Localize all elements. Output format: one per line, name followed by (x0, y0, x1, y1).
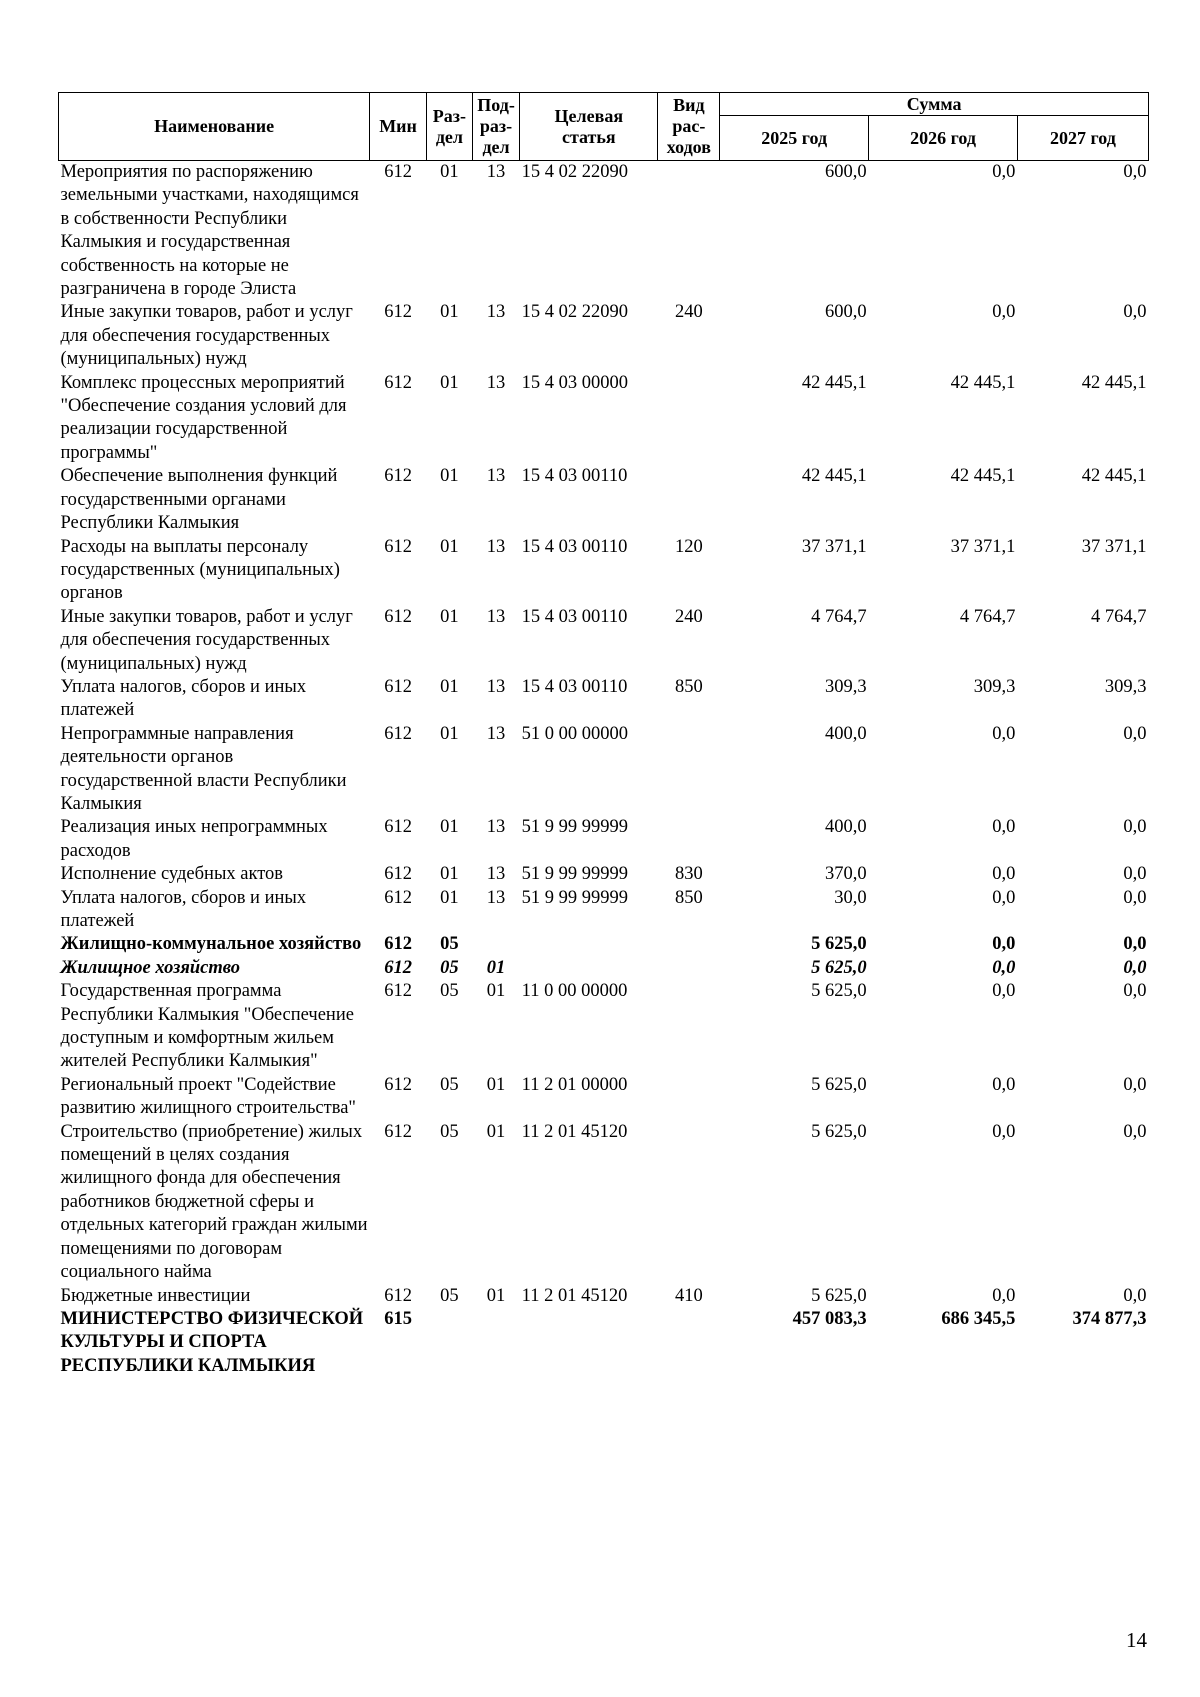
cell-podrazdel: 13 (486, 676, 506, 697)
cell-2025: 5 625,0 (811, 1074, 867, 1095)
cell-min: 612 (384, 1285, 412, 1306)
cell-razdel (426, 1308, 472, 1378)
cell-celevaya: 51 9 99 99999 (521, 864, 628, 885)
header-2026: 2026 год (869, 116, 1018, 161)
cell-2026: 0,0 (992, 1074, 1016, 1095)
cell-celevaya: 11 0 00 00000 (521, 981, 628, 1002)
cell-min: 612 (384, 864, 412, 885)
cell-min: 612 (384, 887, 412, 908)
header-razdel: Раз- дел (426, 93, 472, 161)
cell-razdel: 05 (440, 957, 459, 978)
cell-name: Бюджетные инвестиции (60, 1285, 251, 1306)
cell-razdel: 01 (440, 162, 459, 182)
table-body (59, 161, 1149, 1379)
table-row (59, 980, 1149, 1074)
cell-celevaya: 15 4 02 22090 (521, 302, 628, 323)
cell-vid (658, 723, 720, 817)
cell-min: 612 (384, 676, 412, 697)
cell-2025: 5 625,0 (811, 1121, 867, 1142)
cell-2026: 0,0 (992, 887, 1016, 908)
cell-name: Иные закупки товаров, работ и услуг для обеспечения государственных (муниципальных) нужд (60, 606, 353, 674)
cell-name: Исполнение судебных актов (60, 864, 284, 885)
cell-2026: 0,0 (992, 957, 1016, 978)
table-row (59, 933, 1149, 956)
table-row (59, 465, 1149, 535)
cell-celevaya: 51 9 99 99999 (521, 817, 628, 838)
cell-razdel: 01 (440, 723, 459, 744)
cell-razdel: 01 (440, 864, 459, 885)
cell-name: Уплата налогов, сборов и иных платежей (60, 887, 307, 931)
cell-2026: 0,0 (992, 723, 1016, 744)
cell-celevaya: 15 4 03 00110 (521, 466, 628, 487)
cell-2027: 0,0 (1123, 162, 1147, 182)
cell-2027: 0,0 (1123, 1285, 1147, 1306)
cell-razdel: 01 (440, 302, 459, 323)
cell-vid (658, 1308, 720, 1378)
cell-celevaya: 15 4 03 00110 (521, 676, 628, 697)
cell-celevaya: 15 4 02 22090 (521, 162, 628, 182)
cell-razdel: 05 (440, 1285, 459, 1306)
cell-2027: 0,0 (1123, 934, 1147, 955)
cell-2025: 37 371,1 (801, 536, 867, 557)
cell-podrazdel: 01 (486, 1074, 506, 1095)
cell-2027: 42 445,1 (1081, 466, 1147, 487)
cell-2026: 0,0 (992, 817, 1016, 838)
cell-vid (658, 933, 720, 956)
cell-2027: 309,3 (1104, 676, 1147, 697)
cell-razdel: 05 (440, 1074, 459, 1095)
cell-min: 612 (384, 466, 412, 487)
cell-2025: 600,0 (824, 302, 867, 323)
cell-2025: 30,0 (834, 887, 867, 908)
table-row (59, 1285, 1149, 1308)
cell-vid (658, 957, 720, 980)
cell-2025: 42 445,1 (801, 466, 867, 487)
cell-vid: 240 (675, 302, 703, 323)
cell-2027: 0,0 (1123, 1074, 1147, 1095)
cell-2026: 37 371,1 (950, 536, 1016, 557)
cell-2026: 0,0 (992, 162, 1016, 182)
cell-vid (658, 1074, 720, 1121)
cell-2026: 0,0 (992, 981, 1016, 1002)
cell-razdel: 05 (440, 1121, 459, 1142)
cell-2025: 457 083,3 (792, 1308, 867, 1329)
cell-2025: 5 625,0 (811, 934, 867, 955)
cell-podrazdel: 13 (486, 372, 506, 393)
cell-min: 612 (384, 1074, 412, 1095)
cell-2026: 42 445,1 (950, 372, 1016, 393)
table-row (59, 606, 1149, 676)
cell-celevaya: 15 4 03 00110 (521, 536, 628, 557)
cell-podrazdel: 13 (486, 723, 506, 744)
cell-min: 612 (384, 606, 412, 627)
cell-name: Расходы на выплаты персоналу государственных (муниципальных) органов (60, 536, 340, 604)
cell-2025: 42 445,1 (801, 372, 867, 393)
cell-podrazdel: 13 (486, 864, 506, 885)
cell-name: Жилищное хозяйство (60, 957, 241, 978)
cell-name: Региональный проект "Содействие развитию жилищного строительства" (60, 1074, 356, 1119)
cell-min: 612 (384, 817, 412, 838)
cell-vid (658, 465, 720, 535)
cell-razdel: 01 (440, 536, 459, 557)
cell-vid: 240 (675, 606, 703, 627)
cell-2027: 0,0 (1123, 981, 1147, 1002)
cell-celevaya: 11 2 01 45120 (521, 1285, 628, 1306)
cell-2026: 0,0 (992, 1121, 1016, 1142)
cell-vid: 120 (675, 536, 703, 557)
cell-2027: 0,0 (1123, 302, 1147, 323)
table-row (59, 372, 1149, 466)
cell-2025: 5 625,0 (811, 981, 867, 1002)
cell-min: 612 (384, 536, 412, 557)
table-row (59, 676, 1149, 723)
cell-podrazdel (472, 1308, 519, 1378)
cell-min: 612 (384, 723, 412, 744)
header-2025: 2025 год (720, 116, 869, 161)
cell-name: Строительство (приобретение) жилых помещений в целях создания жилищного фонда для обеспечения работников бюджетной сферы и отдельных категорий граждан жилыми помещениями по договорам социального найма (60, 1121, 368, 1283)
cell-razdel: 01 (440, 676, 459, 697)
cell-2027: 0,0 (1123, 957, 1147, 978)
cell-2026: 42 445,1 (950, 466, 1016, 487)
cell-podrazdel: 13 (486, 536, 506, 557)
cell-razdel: 01 (440, 606, 459, 627)
cell-2025: 309,3 (824, 676, 867, 697)
cell-min: 615 (384, 1308, 412, 1329)
cell-vid: 850 (675, 887, 703, 908)
header-min: Мин (370, 93, 427, 161)
cell-podrazdel: 13 (486, 887, 506, 908)
table-row (59, 957, 1149, 980)
header-name: Наименование (59, 93, 370, 161)
cell-celevaya: 11 2 01 00000 (521, 1074, 628, 1095)
cell-2025: 400,0 (824, 723, 867, 744)
cell-2027: 0,0 (1123, 887, 1147, 908)
budget-table (58, 92, 1149, 1378)
cell-2027: 0,0 (1123, 864, 1147, 885)
cell-2026: 4 764,7 (959, 606, 1016, 627)
cell-vid (658, 1121, 720, 1285)
table-row (59, 536, 1149, 606)
cell-name: Иные закупки товаров, работ и услуг для обеспечения государственных (муниципальных) нужд (60, 302, 353, 370)
cell-celevaya (520, 1308, 658, 1378)
cell-name: Жилищно-коммунальное хозяйство (60, 934, 362, 955)
cell-podrazdel: 01 (486, 981, 506, 1002)
table-row (59, 1121, 1149, 1285)
cell-name: Государственная программа Республики Калмыкия "Обеспечение доступным и комфортным жильем жителей Республики Калмыкия" (60, 981, 354, 1072)
cell-name: Мероприятия по распоряжению земельными участками, находящимся в собственности Республики Калмыкия и государственная собственность на которые не разграничена в городе Элиста (60, 162, 359, 300)
cell-name: Непрограммные направления деятельности органов государственной власти Республики Калмыкия (60, 723, 347, 814)
page-number: 14 (1126, 1628, 1147, 1652)
cell-razdel: 05 (440, 981, 459, 1002)
cell-2027: 4 764,7 (1091, 606, 1147, 627)
cell-2025: 5 625,0 (811, 1285, 867, 1306)
cell-name: Реализация иных непрограммных расходов (60, 817, 328, 861)
cell-vid (658, 372, 720, 466)
cell-2026: 0,0 (992, 1285, 1016, 1306)
cell-2026: 309,3 (973, 676, 1016, 697)
cell-min: 612 (384, 957, 412, 978)
cell-2026: 0,0 (992, 934, 1016, 955)
cell-name: Обеспечение выполнения функций государственными органами Республики Калмыкия (60, 466, 338, 534)
cell-razdel: 05 (440, 934, 459, 955)
table-row (59, 161, 1149, 302)
header-summa: Сумма (720, 93, 1149, 116)
cell-2026: 0,0 (992, 864, 1016, 885)
table-row (59, 863, 1149, 886)
cell-2025: 370,0 (824, 864, 867, 885)
cell-name: Комплекс процессных мероприятий "Обеспечение создания условий для реализации государственной программы" (60, 372, 347, 463)
cell-razdel: 01 (440, 887, 459, 908)
cell-celevaya: 51 0 00 00000 (521, 723, 628, 744)
cell-razdel: 01 (440, 372, 459, 393)
cell-celevaya: 11 2 01 45120 (521, 1121, 628, 1142)
header-2027: 2027 год (1017, 116, 1148, 161)
cell-podrazdel: 13 (486, 606, 506, 627)
cell-name: Уплата налогов, сборов и иных платежей (60, 676, 307, 721)
cell-vid: 850 (675, 676, 703, 697)
cell-vid: 830 (675, 864, 703, 885)
cell-min: 612 (384, 981, 412, 1002)
cell-podrazdel: 13 (486, 302, 506, 323)
cell-vid (658, 816, 720, 863)
cell-celevaya: 15 4 03 00000 (521, 372, 628, 393)
cell-2025: 600,0 (824, 162, 867, 182)
cell-celevaya (520, 933, 658, 956)
cell-vid (658, 980, 720, 1074)
table-header (59, 93, 1149, 161)
cell-min: 612 (384, 302, 412, 323)
header-celevaya: Целевая статья (520, 93, 658, 161)
cell-2026: 686 345,5 (941, 1308, 1016, 1329)
cell-2027: 374 877,3 (1072, 1308, 1147, 1329)
cell-2027: 42 445,1 (1081, 372, 1147, 393)
cell-2027: 0,0 (1123, 723, 1147, 744)
cell-podrazdel (472, 933, 519, 956)
cell-celevaya (520, 957, 658, 980)
cell-min: 612 (384, 162, 412, 182)
table-row (59, 816, 1149, 863)
cell-vid (658, 161, 720, 302)
cell-2025: 5 625,0 (811, 957, 867, 978)
table-row (59, 723, 1149, 817)
cell-podrazdel: 13 (486, 466, 506, 487)
cell-min: 612 (384, 934, 412, 955)
cell-min: 612 (384, 1121, 412, 1142)
cell-razdel: 01 (440, 817, 459, 838)
cell-podrazdel: 01 (486, 957, 506, 978)
table-row (59, 1308, 1149, 1378)
table-row (59, 887, 1149, 934)
cell-podrazdel: 13 (486, 817, 506, 838)
cell-2027: 37 371,1 (1081, 536, 1147, 557)
cell-2025: 4 764,7 (811, 606, 867, 627)
header-vid: Вид рас- ходов (658, 93, 720, 161)
cell-celevaya: 51 9 99 99999 (521, 887, 628, 908)
cell-name: МИНИСТЕРСТВО ФИЗИЧЕСКОЙ КУЛЬТУРЫ И СПОРТА РЕСПУБЛИКИ КАЛМЫКИЯ (60, 1308, 364, 1376)
cell-vid: 410 (675, 1285, 703, 1306)
table-row (59, 301, 1149, 371)
cell-razdel: 01 (440, 466, 459, 487)
cell-podrazdel: 13 (486, 162, 506, 182)
cell-podrazdel: 01 (486, 1121, 506, 1142)
cell-2025: 400,0 (824, 817, 867, 838)
cell-celevaya: 15 4 03 00110 (521, 606, 628, 627)
cell-podrazdel: 01 (486, 1285, 506, 1306)
table-row (59, 1074, 1149, 1121)
cell-2027: 0,0 (1123, 817, 1147, 838)
header-podrazdel: Под- раз- дел (472, 93, 519, 161)
cell-min: 612 (384, 372, 412, 393)
cell-2027: 0,0 (1123, 1121, 1147, 1142)
cell-2026: 0,0 (992, 302, 1016, 323)
